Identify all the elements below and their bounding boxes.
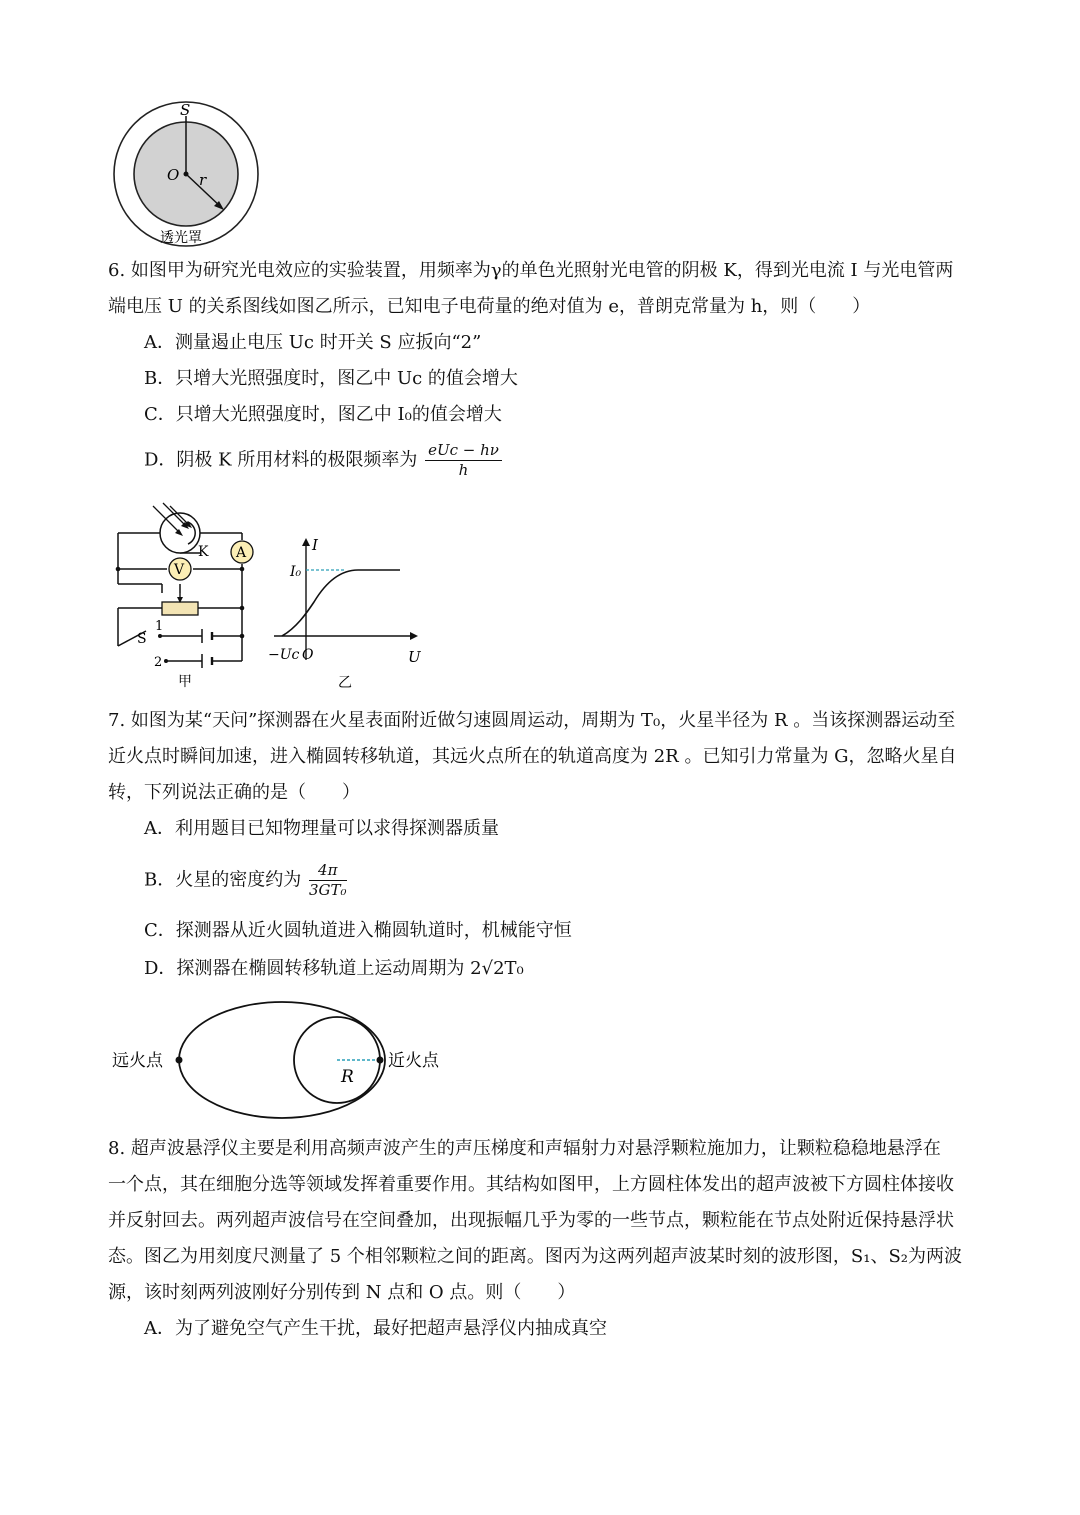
q6-option-c[interactable]: C．只增大光照强度时，图乙中 I₀的值会增大 xyxy=(144,404,502,425)
switch-label: S xyxy=(137,631,147,647)
q7-option-b-numerator: 4π xyxy=(309,862,347,881)
cover-label: 透光罩 xyxy=(160,230,202,246)
q8-stem-line-4: 态。图乙为用刻度尺测量了 5 个相邻颗粒之间的距离。图丙为这两列超声波某时刻的波形图，S₁、S₂为两波 xyxy=(108,1246,962,1267)
near-point-label: 近火点 xyxy=(388,1051,439,1071)
center-point xyxy=(184,172,189,177)
q8-stem-line-1: 8. 超声波悬浮仪主要是利用高频声波产生的声压梯度和声辐射力对悬浮颗粒施加力，让颗粒稳稳地悬浮在 xyxy=(108,1138,941,1159)
terminal-2 xyxy=(164,659,168,663)
q7-option-a[interactable]: A．利用题目已知物理量可以求得探测器质量 xyxy=(144,818,499,839)
q7-option-b-fraction xyxy=(309,862,347,899)
figure-yi-caption: 乙 xyxy=(338,675,352,691)
q6-stem-line-1: 6. 如图甲为研究光电效应的实验装置，用频率为γ的单色光照射光电管的阴极 K，得到光电流 I 与光电管两 xyxy=(108,260,954,281)
q7-option-b[interactable] xyxy=(144,862,347,899)
terminal-1 xyxy=(158,634,162,638)
q6-option-d-text: D．阴极 K 所用材料的极限频率为 xyxy=(144,449,418,471)
terminal-2-label: 2 xyxy=(154,655,163,670)
q6-option-d-fraction xyxy=(425,442,502,479)
q7-stem-line-2: 近火点时瞬间加速，进入椭圆转移轨道，其远火点所在的轨道高度为 2R 。已知引力常量为 G，忽略火星自 xyxy=(108,746,957,767)
neg-uc-label: −Uc xyxy=(268,647,300,663)
source-label: S xyxy=(180,101,191,119)
q6-stem-line-2: 端电压 U 的关系图线如图乙所示，已知电子电荷量的绝对值为 e，普朗克常量为 h，则（ ） xyxy=(108,296,871,317)
far-point-dot xyxy=(176,1057,183,1064)
u-axis-arrow xyxy=(410,632,418,640)
q6-option-a[interactable]: A．测量遏止电压 Uc 时开关 S 应扳向“2” xyxy=(144,332,482,353)
ammeter-label: A xyxy=(236,545,247,561)
q6-option-b[interactable]: B．只增大光照强度时，图乙中 Uc 的值会增大 xyxy=(144,368,518,389)
figure-7-orbit-diagram xyxy=(108,1000,468,1124)
figure-6-iu-graph xyxy=(262,532,432,692)
voltmeter-label: V xyxy=(174,562,185,578)
center-label: O xyxy=(167,166,180,184)
q8-stem-line-5: 源，该时刻两列波刚好分别传到 N 点和 O 点。则（ ） xyxy=(108,1282,576,1303)
figure-6-circuit-diagram xyxy=(108,500,258,692)
near-point-dot xyxy=(377,1057,384,1064)
q8-stem-line-3: 并反射回去。两列超声波信号在空间叠加，出现振幅几乎为零的一些节点，颗粒能在节点处附近保持悬浮状 xyxy=(108,1210,954,1231)
cathode-label: K xyxy=(198,544,209,560)
q7-option-c[interactable]: C．探测器从近火圆轨道进入椭圆轨道时，机械能守恒 xyxy=(144,920,572,941)
i-axis-label: I xyxy=(312,536,318,554)
figure-jia-caption: 甲 xyxy=(178,674,192,690)
far-point-label: 远火点 xyxy=(112,1051,163,1071)
q8-stem-line-2: 一个点，其在细胞分选等领域发挥着重要作用。其结构如图甲，上方圆柱体发出的超声波被下方圆柱体接收 xyxy=(108,1174,954,1195)
origin-label: O xyxy=(302,647,314,663)
terminal-1-label: 1 xyxy=(155,619,164,634)
i0-label: I₀ xyxy=(290,564,302,580)
q6-option-d[interactable] xyxy=(144,442,502,479)
q6-option-d-numerator: eUc − hν xyxy=(425,442,502,461)
q7-option-b-text: B．火星的密度约为 xyxy=(144,869,302,891)
q7-option-b-denominator: 3GT₀ xyxy=(308,881,347,899)
q6-option-d-denominator: h xyxy=(458,461,469,479)
battery-2 xyxy=(202,654,212,668)
q8-option-a[interactable]: A．为了避免空气产生干扰，最好把超声悬浮仪内抽成真空 xyxy=(144,1318,607,1339)
rheostat xyxy=(162,602,198,615)
q7-stem-line-1: 7. 如图为某“天问”探测器在火星表面附近做匀速圆周运动，周期为 T₀，火星半径为 R 。当该探测器运动至 xyxy=(108,710,956,731)
i-axis-arrow xyxy=(302,538,310,546)
q7-option-d[interactable]: D．探测器在椭圆转移轨道上运动周期为 2√2T₀ xyxy=(144,958,524,979)
radius-label: r xyxy=(199,171,207,189)
u-axis-label: U xyxy=(408,648,421,666)
q7-stem-line-3: 转，下列说法正确的是（ ） xyxy=(108,782,360,803)
battery-1 xyxy=(202,629,212,643)
radius-label: R xyxy=(341,1067,354,1087)
figure-5-cover-diagram xyxy=(108,100,268,248)
